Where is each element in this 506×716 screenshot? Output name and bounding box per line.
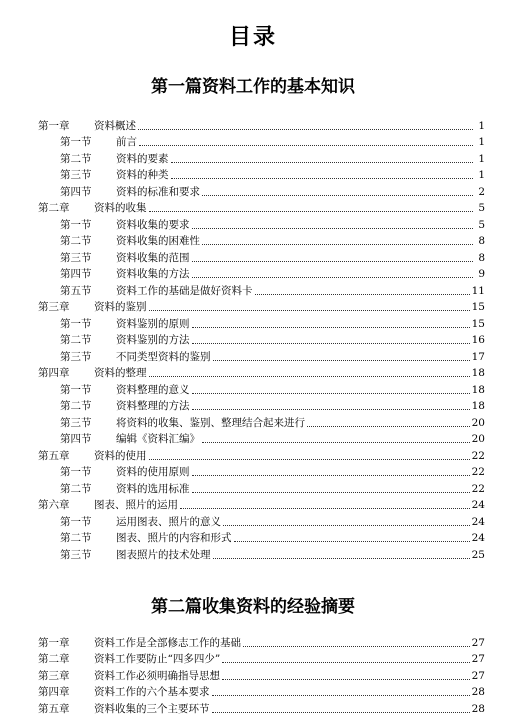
toc-entry <box>38 347 485 364</box>
toc-entry-label: 第四节 <box>60 185 92 198</box>
toc-entry <box>38 281 485 298</box>
toc-dot-leader <box>192 228 474 229</box>
toc-entry-text: 图表照片的技术处理 <box>116 548 211 561</box>
toc-entry <box>38 248 485 265</box>
toc-entry <box>38 430 485 447</box>
toc-entry-text: 资料的收集 <box>94 202 147 214</box>
toc-dot-leader <box>222 662 469 663</box>
toc-entry-text: 资料工作要防止“四多四少” <box>94 653 221 665</box>
toc-entry <box>38 199 485 216</box>
toc-page-number: 1 <box>478 136 485 148</box>
toc-page-number: 1 <box>478 119 485 132</box>
toc-dot-leader <box>192 492 470 493</box>
toc-page-number: 18 <box>471 400 485 412</box>
toc-entry-text: 资料收集的困难性 <box>116 235 200 247</box>
toc-entry <box>38 265 485 282</box>
toc-entry-label: 第二节 <box>60 235 92 247</box>
toc-entry-text: 图表、照片的内容和形式 <box>116 532 232 544</box>
toc-entry <box>38 463 485 480</box>
toc-entry-text: 资料整理的方法 <box>116 400 190 412</box>
page-title: 目录 <box>228 24 277 50</box>
part-two-title: 第二篇收集资料的经验摘要 <box>151 597 355 617</box>
toc-entry-text: 资料收集的范围 <box>116 251 190 264</box>
toc-page-number: 22 <box>471 449 485 462</box>
toc-dot-leader <box>223 525 470 526</box>
toc-entry-label: 第一节 <box>60 383 92 396</box>
toc-dot-leader <box>139 145 473 146</box>
toc-dot-leader <box>192 327 470 328</box>
toc-entry <box>38 397 485 414</box>
toc-entry-text: 将资料的收集、鉴别、整理结合起来进行 <box>116 416 305 429</box>
toc-page-number: 8 <box>478 235 485 247</box>
toc-entry-label: 第二章 <box>38 653 70 665</box>
toc-entry-label: 第四章 <box>38 686 70 698</box>
toc-page-number: 27 <box>471 653 485 665</box>
toc-entry-text: 资料工作的基础是做好资料卡 <box>116 284 253 297</box>
toc-entry <box>38 364 485 381</box>
toc-entry <box>38 650 485 667</box>
toc-dot-leader <box>171 178 474 179</box>
toc-entry-text: 资料工作是全部修志工作的基础 <box>94 636 241 649</box>
toc-page-number: 27 <box>471 669 485 682</box>
toc-dot-leader <box>212 695 470 696</box>
toc-dot-leader <box>149 310 470 311</box>
toc-dot-leader <box>192 393 470 394</box>
toc-entry <box>38 512 485 529</box>
toc-entry-label: 第五章 <box>38 449 70 462</box>
toc-entry <box>38 133 485 150</box>
toc-page-number: 8 <box>478 251 485 264</box>
toc-entry-label: 第一节 <box>60 218 92 231</box>
toc-entry <box>38 331 485 348</box>
toc-entry <box>38 479 485 496</box>
toc-page-number: 16 <box>471 334 485 346</box>
toc-entry <box>38 116 485 133</box>
toc-entry-label: 第一章 <box>38 119 70 132</box>
toc-page-number: 27 <box>471 636 485 649</box>
toc-entry-label: 第三章 <box>38 301 70 313</box>
toc-entry <box>38 182 485 199</box>
toc-page-number: 24 <box>471 515 485 528</box>
toc-dot-leader <box>213 360 470 361</box>
toc-entry-label: 第四章 <box>38 367 70 379</box>
toc-entry-text: 资料的标准和要求 <box>116 185 200 198</box>
toc-entry <box>38 666 485 683</box>
toc-entry-label: 第二节 <box>60 334 92 346</box>
toc-page-number: 22 <box>471 482 485 495</box>
toc-entry-text: 资料鉴别的原则 <box>116 317 190 330</box>
toc-page-number: 18 <box>471 367 485 379</box>
toc-entry <box>38 496 485 513</box>
toc-dot-leader <box>212 712 470 713</box>
toc-entry-label: 第二节 <box>60 400 92 412</box>
toc-page-number: 20 <box>471 433 485 445</box>
toc-entry-label: 第三节 <box>60 416 92 429</box>
toc-entry-label: 第五节 <box>60 284 92 297</box>
toc-entry-text: 资料工作必须明确指导思想 <box>94 669 220 682</box>
toc-dot-leader <box>213 558 470 559</box>
toc-entry-text: 运用图表、照片的意义 <box>116 515 221 528</box>
toc-page-number: 5 <box>478 218 485 231</box>
toc-page-number: 9 <box>478 268 485 280</box>
toc-entry <box>38 413 485 430</box>
toc-entry <box>38 545 485 562</box>
toc-dot-leader <box>192 409 470 410</box>
toc-dot-leader <box>171 162 474 163</box>
toc-dot-leader <box>307 426 470 427</box>
toc-page-number: 28 <box>471 702 485 715</box>
part-two-entries <box>38 633 485 716</box>
toc-dot-leader <box>202 442 470 443</box>
toc-entry-text: 资料的要素 <box>116 152 169 165</box>
toc-page-number: 28 <box>471 686 485 698</box>
toc-page-number: 1 <box>478 152 485 165</box>
toc-entry-label: 第二节 <box>60 152 92 165</box>
toc-page-number: 20 <box>471 416 485 429</box>
toc-page-number: 2 <box>478 185 485 198</box>
toc-dot-leader <box>192 261 474 262</box>
toc-dot-leader <box>149 376 470 377</box>
toc-page-number: 22 <box>471 466 485 478</box>
toc-dot-leader <box>138 129 473 130</box>
toc-dot-leader <box>234 541 470 542</box>
toc-dot-leader <box>202 195 473 196</box>
toc-entry-label: 第三节 <box>60 350 92 363</box>
toc-dot-leader <box>192 343 470 344</box>
toc-entry-text: 资料的使用原则 <box>116 466 190 478</box>
toc-entry-label: 第三节 <box>60 548 92 561</box>
toc-entry <box>38 380 485 397</box>
toc-entry-label: 第一章 <box>38 636 70 649</box>
toc-entry-text: 编辑《资料汇编》 <box>116 433 200 445</box>
toc-entry <box>38 446 485 463</box>
toc-entry-text: 资料工作的六个基本要求 <box>94 686 210 698</box>
toc-page-number: 15 <box>471 317 485 330</box>
toc-dot-leader <box>149 459 470 460</box>
toc-dot-leader <box>192 277 474 278</box>
toc-entry-label: 第三章 <box>38 669 70 682</box>
toc-entry-label: 第四节 <box>60 268 92 280</box>
toc-entry-label: 第三节 <box>60 251 92 264</box>
toc-dot-leader <box>192 475 470 476</box>
toc-entry-label: 第一节 <box>60 466 92 478</box>
toc-entry <box>38 215 485 232</box>
toc-entry-text: 资料概述 <box>94 119 136 132</box>
toc-dot-leader <box>149 211 474 212</box>
toc-entry-text: 图表、照片的运用 <box>94 499 178 511</box>
toc-page-number: 15 <box>471 301 485 313</box>
toc-entry <box>38 529 485 546</box>
toc-entry-label: 第六章 <box>38 499 70 511</box>
toc-dot-leader <box>180 508 470 509</box>
toc-entry <box>38 699 485 716</box>
toc-page-number: 1 <box>478 169 485 181</box>
toc-entry-text: 资料整理的意义 <box>116 383 190 396</box>
toc-entry-text: 资料收集的方法 <box>116 268 190 280</box>
toc-entry-text: 不同类型资料的鉴别 <box>116 350 211 363</box>
toc-entry-label: 第一节 <box>60 515 92 528</box>
toc-dot-leader <box>255 294 470 295</box>
toc-entry <box>38 298 485 315</box>
toc-entry-label: 第一节 <box>60 317 92 330</box>
toc-entry <box>38 166 485 183</box>
toc-entry-text: 前言 <box>116 136 137 148</box>
toc-entry-label: 第二章 <box>38 202 70 214</box>
toc-entry <box>38 314 485 331</box>
toc-entry-text: 资料鉴别的方法 <box>116 334 190 346</box>
toc-page-number: 24 <box>471 532 485 544</box>
toc-entry-label: 第二节 <box>60 532 92 544</box>
toc-dot-leader <box>202 244 473 245</box>
toc-entry-label: 第四节 <box>60 433 92 445</box>
toc-page-number: 11 <box>471 284 485 297</box>
toc-entry-text: 资料收集的要求 <box>116 218 190 231</box>
toc-entry <box>38 232 485 249</box>
toc-dot-leader <box>243 646 470 647</box>
toc-entry <box>38 633 485 650</box>
toc-entry <box>38 683 485 700</box>
toc-entry-text: 资料收集的三个主要环节 <box>94 702 210 715</box>
toc-page-number: 5 <box>478 202 485 214</box>
toc-page-number: 17 <box>471 350 485 363</box>
part-one-entries <box>38 116 485 562</box>
toc-dot-leader <box>222 679 470 680</box>
toc-entry-text: 资料的使用 <box>94 449 147 462</box>
toc-page-number: 25 <box>471 548 485 561</box>
toc-entry-label: 第一节 <box>60 136 92 148</box>
toc-entry-text: 资料的选用标准 <box>116 482 190 495</box>
toc-entry-label: 第三节 <box>60 169 92 181</box>
part-one-title: 第一篇资料工作的基本知识 <box>151 77 355 97</box>
toc-entry <box>38 149 485 166</box>
toc-page-number: 24 <box>471 499 485 511</box>
toc-entry-label: 第二节 <box>60 482 92 495</box>
toc-entry-text: 资料的种类 <box>116 169 169 181</box>
toc-entry-text: 资料的鉴别 <box>94 301 147 313</box>
toc-entry-text: 资料的整理 <box>94 367 147 379</box>
toc-page-number: 18 <box>471 383 485 396</box>
toc-entry-label: 第五章 <box>38 702 70 715</box>
